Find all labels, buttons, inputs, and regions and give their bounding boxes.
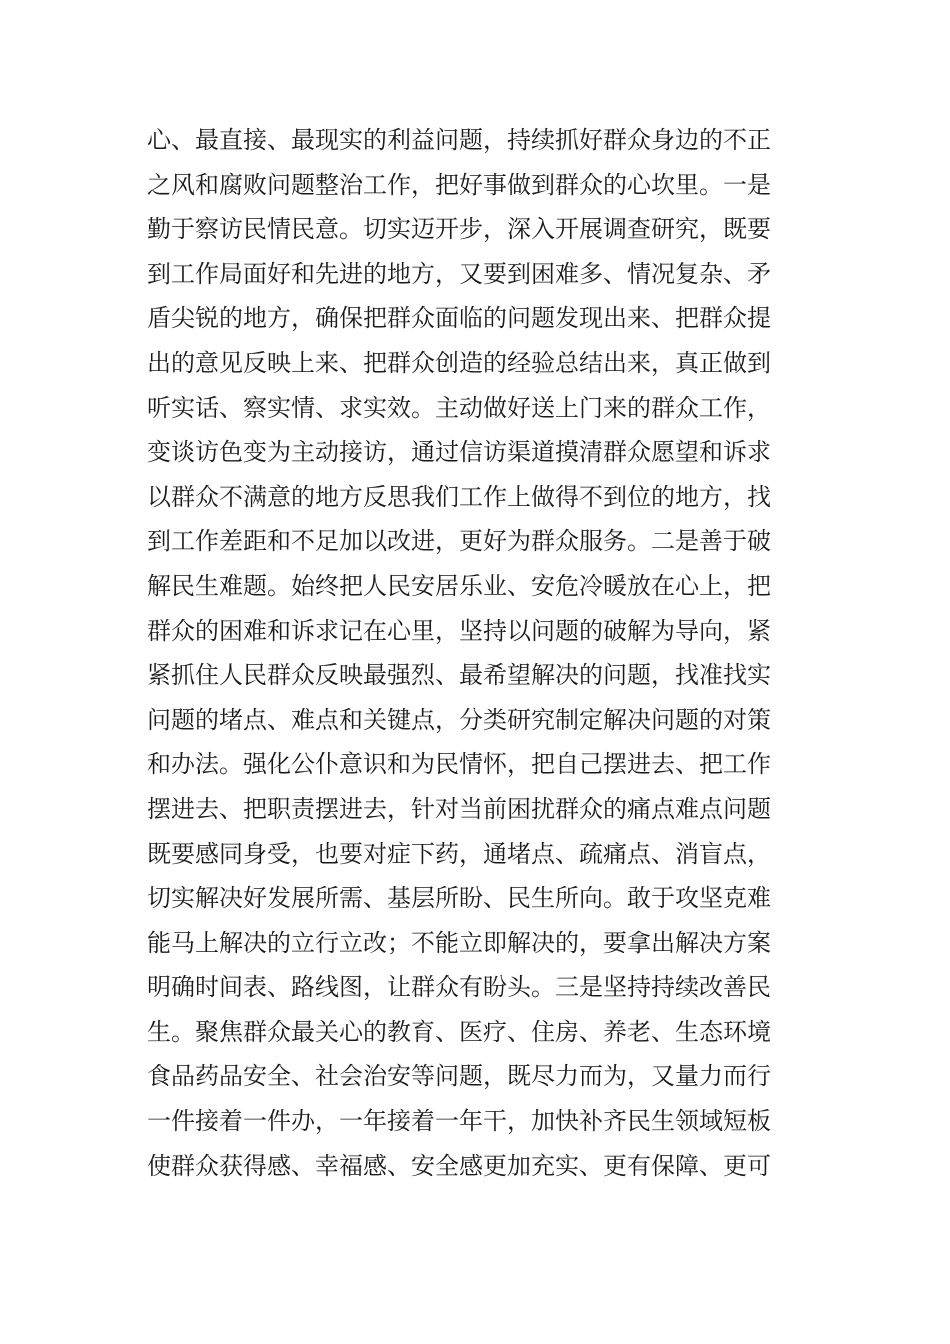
text-line: 既要感同身受，也要对症下药，通堵点、疏痛点、消盲点， bbox=[147, 839, 771, 868]
text-line: 出的意见反映上来、把群众创造的经验总结出来，真正做到 bbox=[147, 348, 771, 377]
text-line: 听实话、察实情、求实效。主动做好送上门来的群众工作， bbox=[147, 393, 771, 422]
text-line: 明确时间表、路线图，让群众有盼头。三是坚持持续改善民 bbox=[147, 973, 771, 1002]
text-line: 以群众不满意的地方反思我们工作上做得不到位的地方，找 bbox=[147, 482, 771, 511]
text-line: 变谈访色变为主动接访，通过信访渠道摸清群众愿望和诉求 bbox=[147, 438, 771, 467]
text-line: 之风和腐败问题整治工作，把好事做到群众的心坎里。一是 bbox=[147, 170, 771, 199]
text-line: 和办法。强化公仆意识和为民情怀，把自己摆进去、把工作 bbox=[147, 750, 771, 779]
text-line: 紧抓住人民群众反映最强烈、最希望解决的问题，找准找实 bbox=[147, 661, 771, 690]
text-line: 切实解决好发展所需、基层所盼、民生所向。敢于攻坚克难 bbox=[147, 884, 771, 913]
text-line: 勤于察访民情民意。切实迈开步，深入开展调查研究，既要 bbox=[147, 215, 771, 244]
text-line: 盾尖锐的地方，确保把群众面临的问题发现出来、把群众提 bbox=[147, 304, 771, 333]
text-line: 问题的堵点、难点和关键点，分类研究制定解决问题的对策 bbox=[147, 705, 771, 734]
text-line: 使群众获得感、幸福感、安全感更加充实、更有保障、更可 bbox=[147, 1151, 771, 1180]
text-line: 食品药品安全、社会治安等问题，既尽力而为，又量力而行 bbox=[147, 1062, 771, 1091]
text-line: 解民生难题。始终把人民安居乐业、安危冷暖放在心上，把 bbox=[147, 571, 771, 600]
text-line: 生。聚焦群众最关心的教育、医疗、住房、养老、生态环境 bbox=[147, 1017, 771, 1046]
text-line: 到工作局面好和先进的地方，又要到困难多、情况复杂、矛 bbox=[147, 259, 771, 288]
text-line: 心、最直接、最现实的利益问题，持续抓好群众身边的不正 bbox=[147, 126, 771, 154]
text-line: 摆进去、把职责摆进去，针对当前困扰群众的痛点难点问题 bbox=[147, 794, 771, 823]
text-line: 到工作差距和不足加以改进，更好为群众服务。二是善于破 bbox=[147, 527, 771, 556]
body-text bbox=[147, 118, 817, 1188]
text-line: 能马上解决的立行立改；不能立即解决的，要拿出解决方案 bbox=[147, 928, 771, 957]
text-line: 群众的困难和诉求记在心里，坚持以问题的破解为导向，紧 bbox=[147, 616, 771, 645]
text-line: 一件接着一件办，一年接着一年干，加快补齐民生领域短板 bbox=[147, 1107, 771, 1136]
